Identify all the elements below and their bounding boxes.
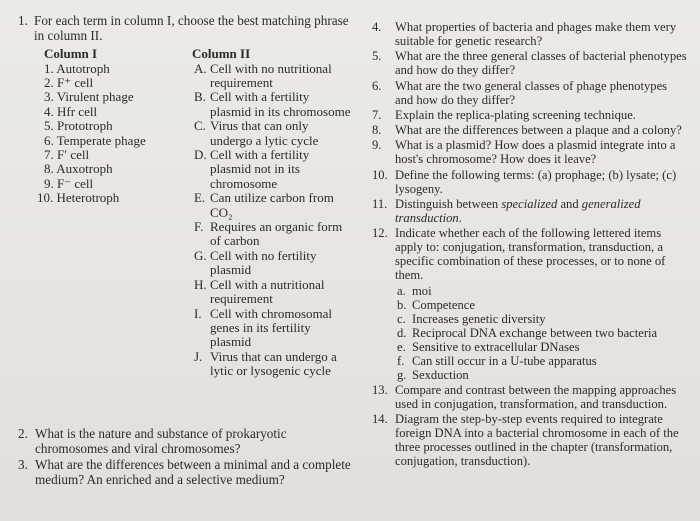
sub-item (372, 354, 688, 368)
phrase-letter: B. (194, 89, 206, 105)
sub-letter: a. (397, 283, 406, 298)
question-2 (18, 427, 353, 456)
question-text: Define the following terms: (a) prophage; (b) lysate; (c) lysogeny. (395, 167, 677, 196)
term-item: 7. F′ cell (44, 147, 90, 163)
phrase-item (192, 249, 352, 278)
question-text: What properties of bacteria and phages make them very suitable for genetic research? (395, 20, 677, 48)
phrase-letter: J. (194, 348, 203, 364)
question-5 (372, 49, 688, 77)
question-text: What are the differences between a minimal and a complete medium? An enriched and a selective medium? (35, 457, 351, 487)
question-4 (372, 20, 688, 48)
phrase-letter: D. (194, 147, 207, 163)
column-ii-header: Column II (192, 46, 251, 62)
question-number: 1. (18, 13, 28, 28)
question-number: 7. (372, 107, 382, 122)
sub-item (372, 312, 688, 326)
question-number: 6. (372, 78, 382, 93)
right-column (372, 20, 688, 470)
question-text: What are the differences between a plaque and a colony? (395, 123, 682, 138)
term-item: 4. Hfr cell (44, 103, 98, 119)
phrase-text: Requires an organic form of carbon (210, 219, 343, 249)
sub-item (372, 326, 688, 340)
question-12 (372, 226, 688, 282)
phrase-text: Cell with chromosomal genes in its fertility plasmid (210, 305, 333, 350)
question-10 (372, 168, 688, 196)
sub-item (372, 298, 688, 312)
phrase-item (192, 119, 352, 148)
sub-text: Sensitive to extracellular DNases (412, 339, 580, 354)
phrase-letter: A. (194, 60, 207, 76)
question-1 (18, 14, 353, 43)
question-number: 3. (18, 457, 28, 473)
question-number: 9. (372, 138, 382, 153)
phrase-text: Cell with no fertility plasmid (210, 247, 317, 278)
column-ii (192, 47, 352, 378)
phrase-item (192, 307, 352, 350)
phrase-letter: H. (194, 276, 207, 292)
sub-letter: c. (397, 311, 406, 326)
term-item: 5. Prototroph (44, 118, 113, 134)
question-text: Diagram the step-by-step events required to integrate foreign DNA into a bacterial chromosome in each of the three processes outlined in the chapter (transformation, conjugation, transduction). (395, 412, 679, 469)
phrase-item (192, 62, 352, 91)
sub-text: Increases genetic diversity (412, 311, 546, 326)
question-11 (372, 197, 688, 225)
question-number: 10. (372, 167, 388, 182)
question-text: What are the three general classes of bacterial phenotypes and how do they differ? (395, 49, 687, 78)
question-text (395, 197, 688, 225)
sub-item (372, 284, 688, 298)
question-number: 5. (372, 49, 382, 64)
phrase-item (192, 148, 352, 191)
term-item: 10. Heterotroph (37, 190, 120, 206)
term-item: 3. Virulent phage (44, 89, 134, 105)
sub-letter: d. (397, 325, 407, 340)
phrase-item (192, 278, 352, 307)
sub-text: Competence (412, 297, 475, 312)
phrase-text: Cell with a fertility plasmid not in its chromosome (210, 147, 310, 191)
phrase-text: Can utilize carbon from CO₂ (210, 190, 334, 220)
question-text: Explain the replica-plating screening technique. (395, 107, 636, 122)
text-part: Distinguish between (395, 197, 502, 212)
phrase-item (192, 220, 352, 249)
sub-letter: g. (397, 367, 407, 382)
sub-letter: f. (397, 353, 405, 368)
italic-term: specialized (501, 197, 558, 212)
phrase-letter: G. (194, 247, 207, 263)
question-number: 13. (372, 382, 388, 397)
phrase-text: Cell with a nutritional requirement (210, 276, 325, 307)
phrase-text: Virus that can undergo a lytic or lysogenic cycle (210, 348, 337, 379)
question-6 (372, 79, 688, 107)
phrase-text: Cell with a fertility plasmid in its chromosome (210, 89, 351, 119)
question-13 (372, 383, 688, 411)
phrase-text: Cell with no nutritional requirement (210, 60, 332, 90)
phrase-item (192, 350, 352, 379)
question-text: What are the two general classes of phage phenotypes and how do they differ? (395, 78, 668, 107)
question-number: 14. (372, 412, 388, 427)
column-i-header: Column I (44, 46, 98, 62)
question-7 (372, 108, 688, 122)
phrase-letter: F. (194, 219, 204, 235)
text-part: . (458, 211, 462, 226)
question-number: 11. (372, 197, 388, 212)
question-9 (372, 138, 688, 166)
term-item: 8. Auxotroph (44, 161, 113, 177)
question-text: Compare and contrast between the mapping approaches used in conjugation, transformation, and transduction. (395, 382, 677, 411)
sub-text: moi (412, 283, 432, 298)
sub-item (372, 368, 688, 382)
question-text: Indicate whether each of the following lettered items apply to: conjugation, transformation, transduction, a specific combination of these processes, or to none of them. (395, 226, 666, 283)
italic-term: generalized transduction (395, 197, 641, 226)
term-item: 1. Autotroph (44, 60, 110, 76)
sub-letter: b. (397, 297, 407, 312)
matching-table (18, 47, 353, 427)
phrase-item (192, 191, 352, 220)
sub-item (372, 340, 688, 354)
term-item: 9. F⁻ cell (44, 175, 94, 191)
sub-letter: e. (397, 339, 406, 354)
text-part: and (557, 197, 582, 212)
phrase-letter: E. (194, 190, 206, 206)
phrase-letter: I. (194, 305, 202, 321)
sub-text: Can still occur in a U-tube apparatus (412, 353, 597, 368)
question-number: 2. (18, 426, 28, 442)
question-3 (18, 458, 353, 487)
question-8 (372, 123, 688, 137)
term-item: 6. Temperate phage (44, 132, 146, 148)
question-number: 4. (372, 20, 382, 34)
question-number: 12. (372, 226, 388, 241)
phrase-text: Virus that can only undergo a lytic cycle (210, 118, 319, 148)
question-number: 8. (372, 123, 382, 138)
question-14 (372, 412, 688, 468)
sub-text: Sexduction (412, 367, 469, 382)
question-text: What is the nature and substance of prokaryotic chromosomes and viral chromosomes? (35, 426, 287, 456)
left-column (18, 14, 353, 488)
term-item: 2. F⁺ cell (44, 75, 94, 90)
question-text: For each term in column I, choose the best matching phrase in column II. (34, 13, 349, 43)
phrase-letter: C. (194, 118, 206, 134)
sub-text: Reciprocal DNA exchange between two bacteria (412, 325, 658, 340)
phrase-item (192, 90, 352, 119)
column-i (37, 46, 194, 206)
question-text: What is a plasmid? How does a plasmid integrate into a host's chromosome? How does it leave? (395, 138, 676, 167)
